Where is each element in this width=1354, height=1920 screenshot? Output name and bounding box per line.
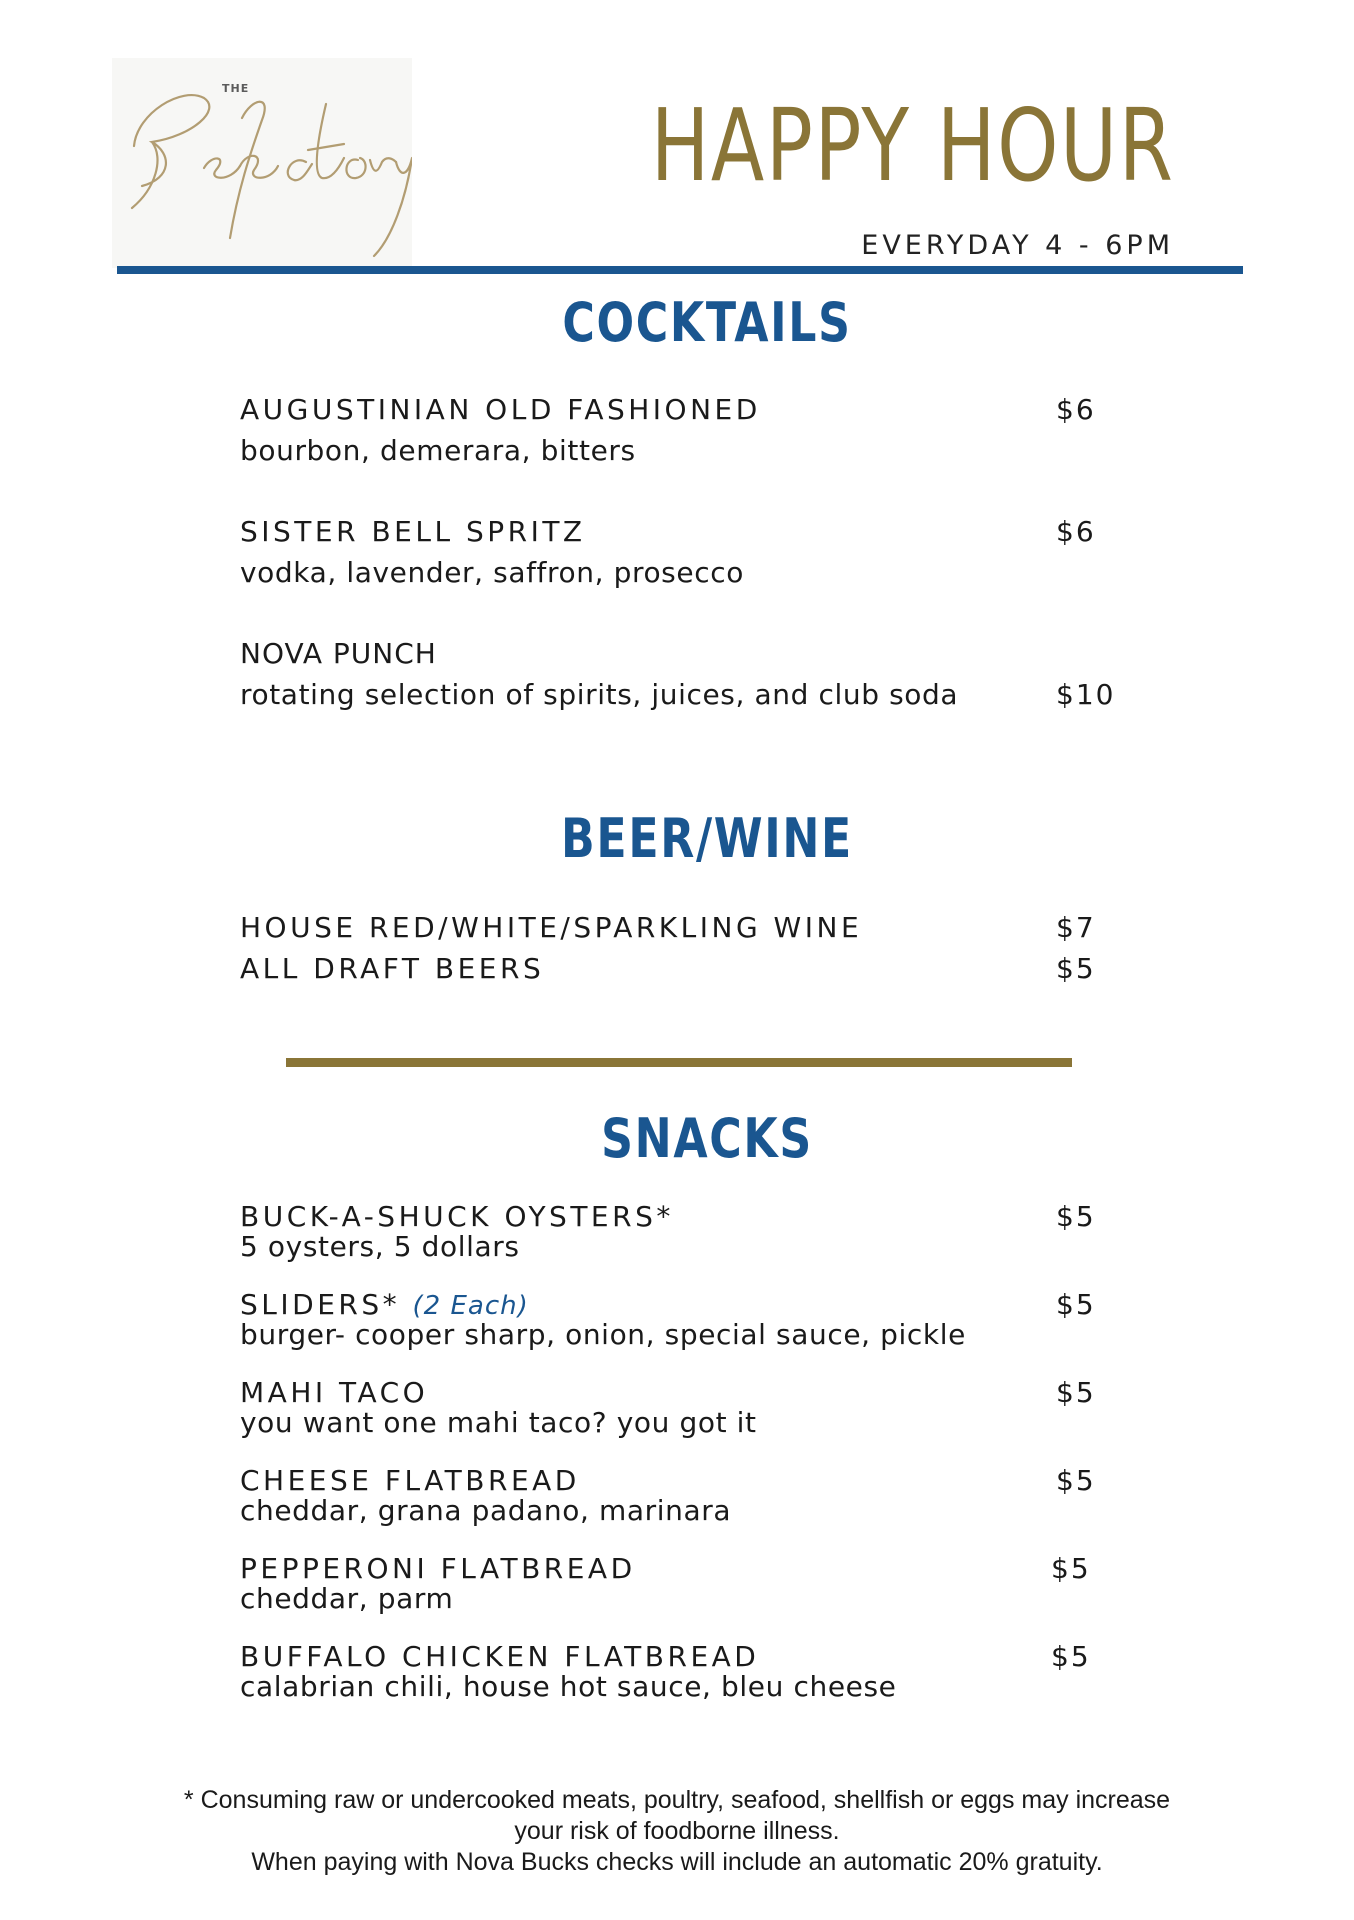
snack-price: $5 bbox=[1056, 1200, 1096, 1233]
logo-the-text: THE bbox=[222, 82, 250, 95]
snack-note: (2 Each) bbox=[412, 1291, 529, 1321]
snack-description: you want one mahi taco? you got it bbox=[240, 1406, 757, 1439]
snack-price: $5 bbox=[1056, 1288, 1096, 1321]
cocktail-name: SISTER BELL SPRITZ bbox=[240, 515, 586, 548]
snack-description: 5 oysters, 5 dollars bbox=[240, 1230, 520, 1263]
beer-wine-price: $7 bbox=[1056, 911, 1096, 944]
cocktail-name: AUGUSTINIAN OLD FASHIONED bbox=[240, 393, 761, 426]
beer-wine-name: ALL DRAFT BEERS bbox=[240, 952, 545, 985]
hours-subtitle: EVERYDAY 4 - 6PM bbox=[861, 230, 1174, 261]
cocktail-description: bourbon, demerara, bitters bbox=[240, 434, 636, 467]
section-title-snacks: SNACKS bbox=[601, 1107, 813, 1170]
refectory-script-logo bbox=[112, 58, 412, 268]
footer-line: * Consuming raw or undercooked meats, poultry, seafood, shellfish or eggs may increase bbox=[183, 1786, 1171, 1814]
snack-description: calabrian chili, house hot sauce, bleu cheese bbox=[240, 1670, 897, 1703]
page-title: HAPPY HOUR bbox=[650, 87, 1174, 204]
cocktail-price: $6 bbox=[1056, 393, 1096, 426]
beer-wine-price: $5 bbox=[1056, 952, 1096, 985]
footer-line: your risk of foodborne illness. bbox=[514, 1817, 840, 1845]
snack-price: $5 bbox=[1056, 1464, 1096, 1497]
snack-name: BUCK-A-SHUCK OYSTERS* bbox=[240, 1200, 674, 1233]
section-title-beer-wine: BEER/WINE bbox=[561, 807, 853, 870]
section-title-cocktails: COCKTAILS bbox=[562, 291, 852, 354]
snack-name: CHEESE FLATBREAD bbox=[240, 1464, 580, 1497]
restaurant-logo bbox=[112, 58, 412, 268]
cocktail-description: rotating selection of spirits, juices, and club soda bbox=[240, 678, 959, 711]
cocktail-price: $10 bbox=[1056, 678, 1116, 711]
snack-description: cheddar, grana padano, marinara bbox=[240, 1494, 732, 1527]
snack-name: BUFFALO CHICKEN FLATBREAD bbox=[240, 1640, 760, 1673]
footer-line: When paying with Nova Bucks checks will include an automatic 20% gratuity. bbox=[251, 1848, 1103, 1876]
snack-name: PEPPERONI FLATBREAD bbox=[240, 1552, 636, 1585]
cocktail-name: NOVA PUNCH bbox=[240, 637, 437, 670]
snack-price: $5 bbox=[1051, 1640, 1091, 1673]
section-divider bbox=[286, 1058, 1072, 1067]
snack-price: $5 bbox=[1051, 1552, 1091, 1585]
header-divider bbox=[117, 266, 1243, 274]
snack-description: burger- cooper sharp, onion, special sauce, pickle bbox=[240, 1318, 966, 1351]
footer-disclaimer bbox=[100, 1785, 1254, 1878]
cocktail-description: vodka, lavender, saffron, prosecco bbox=[240, 556, 744, 589]
beer-wine-name: HOUSE RED/WHITE/SPARKLING WINE bbox=[240, 911, 863, 944]
snack-name: SLIDERS* bbox=[240, 1288, 401, 1321]
snack-name: MAHI TACO bbox=[240, 1376, 429, 1409]
snack-name-row bbox=[240, 1288, 529, 1321]
snack-price: $5 bbox=[1056, 1376, 1096, 1409]
cocktail-price: $6 bbox=[1056, 515, 1096, 548]
snack-description: cheddar, parm bbox=[240, 1582, 454, 1615]
